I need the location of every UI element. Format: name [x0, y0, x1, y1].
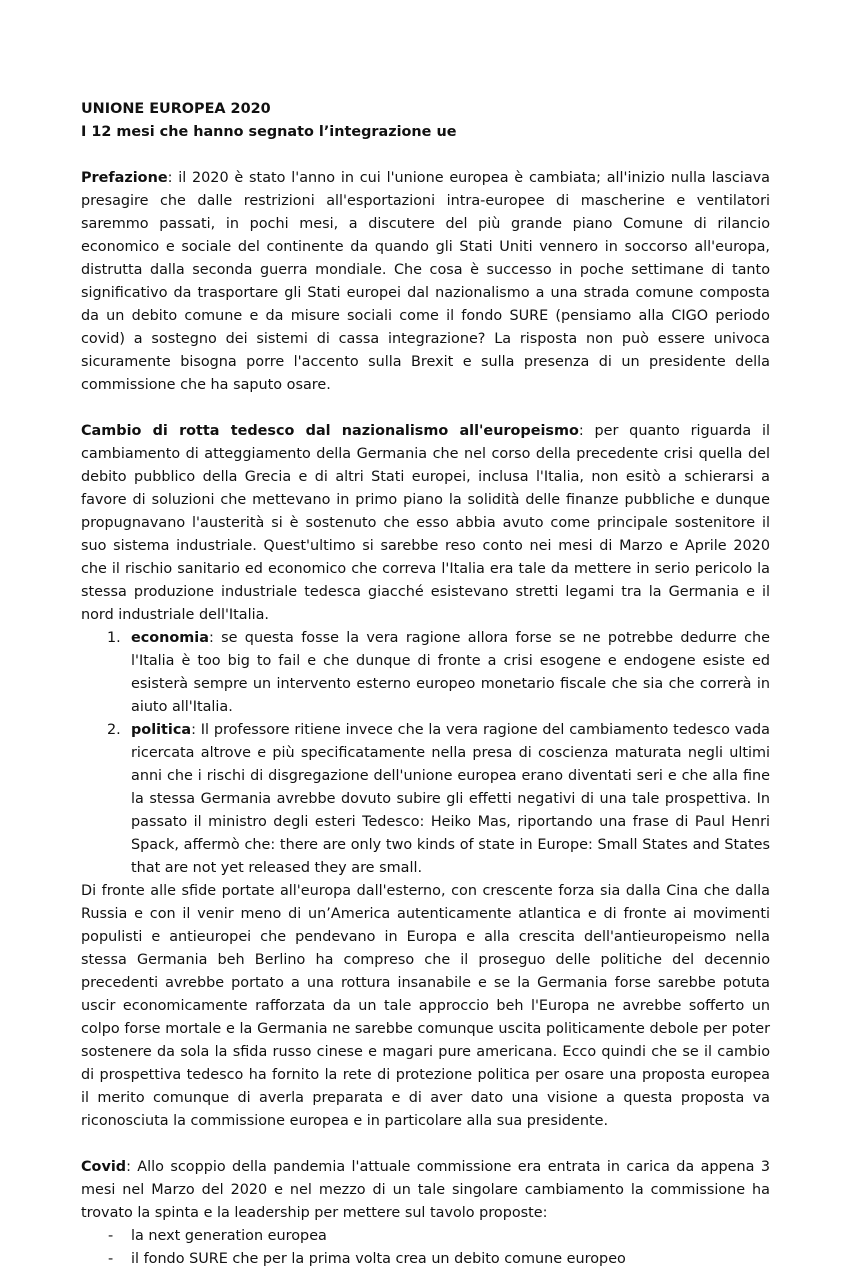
- list-number: 2.: [107, 722, 121, 738]
- list-item: [81, 1225, 770, 1248]
- document-title: UNIONE EUROPEA 2020: [81, 101, 271, 117]
- spacer: [81, 397, 770, 420]
- list-item: [81, 1248, 770, 1271]
- list-dash: -: [108, 1228, 114, 1244]
- cambio-closing-paragraph: Di fronte alle sfide portate all'europa dall'esterno, con crescente forza sia dalla Cina che dalla Russia e con il venir meno di un’America autenticamente atlantica e di fronte ai movimenti populisti e antieuropei che pendevano in Europa e alla crescita dell'antieuropeismo nella stessa Germania beh Berlino ha compreso che il proseguo delle politiche del decennio precedenti avrebbe portato a una rottura insanabile e se la Germania forse sarebbe potuta uscir economicamente rafforzata da un tale approccio beh l'Europa ne avrebbe sofferto un colpo forse mortale e la Germania ne sarebbe comunque uscita politicamente debole per poter sostenere da sola la sfida russo cinese e magari pure americana. Ecco quindi che se il cambio di prospettiva tedesco ha fornito la rete di protezione politica per osare una proposta europea il merito comunque di averla preparata e di aver dato una visione a questa proposta va riconosciuta la commissione europea e in particolare alla sua presidente.: [81, 883, 770, 1129]
- document-subtitle: I 12 mesi che hanno segnato l’integrazione ue: [81, 124, 457, 140]
- dash-list: [81, 1225, 770, 1271]
- prefazione-text: : il 2020 è stato l'anno in cui l'unione europea è cambiata; all'inizio nulla lasciava presagire che dalle restrizioni all'esportazioni intra-europee di mascherine e ventilatori saremmo passati, in pochi mesi, a discutere del più grande piano Comune di rilancio economico e sociale del continente da quando gli Stati Uniti vennero in soccorso all'europa, distrutta dalla seconda guerra mondiale. Che cosa è successo in poche settimane di tanto significativo da trasportare gli Stati europei dal nazionalismo a una strada comune composta da un debito comune e da misure sociali come il fondo SURE (pensiamo alla CIGO periodo covid) a sostegno dei sistemi di cassa integrazione? La risposta non può essere univoca sicuramente bisogna porre l'accento sulla Brexit e sulla presenza di un presidente della commissione che ha saputo osare.: [81, 170, 770, 393]
- list-item-text: il fondo SURE che per la prima volta crea un debito comune europeo: [131, 1251, 626, 1267]
- list-item-text: : se questa fosse la vera ragione allora forse se ne potrebbe dedurre che l'Italia è too big to fail e che dunque di fronte a crisi esogene e endogene esiste ed esisterà sempre un intervento esterno europeo monetario fiscale che sia che correrà in aiuto all'Italia.: [131, 630, 770, 715]
- list-dash: -: [108, 1251, 114, 1267]
- list-item-text: la next generation europea: [131, 1228, 327, 1244]
- spacer: [81, 144, 770, 167]
- list-number: 1.: [107, 630, 121, 646]
- cambio-text: : per quanto riguarda il cambiamento di atteggiamento della Germania che nel corso della precedente crisi quella del debito pubblico della Grecia e di altri Stati europei, inclusa l'Italia, non esitò a schierarsi a favore di soluzioni che mettevano in primo piano la solidità delle finanze pubbliche e dunque propugnavano l'austerità si è sostenuto che esso abbia avuto come principale sostenitore il suo sistema industriale. Quest'ultimo si sarebbe reso conto nei mesi di Marzo e Aprile 2020 che il rischio sanitario ed economico che correva l'Italia era tale da mettere in serio pericolo la stessa produzione industriale tedesca giacché esistevano stretti legami tra la Germania e il nord industriale dell'Italia.: [81, 423, 770, 623]
- prefazione-heading: Prefazione: [81, 170, 168, 186]
- list-item: [81, 719, 770, 880]
- prefazione-paragraph: [81, 167, 770, 397]
- list-item-heading: politica: [131, 722, 192, 738]
- cambio-paragraph: [81, 420, 770, 627]
- list-item: [81, 627, 770, 719]
- cambio-heading: Cambio di rotta tedesco dal nazionalismo all'europeismo: [81, 423, 579, 439]
- numbered-list: [81, 627, 770, 880]
- covid-paragraph: [81, 1156, 770, 1225]
- list-item-heading: economia: [131, 630, 209, 646]
- spacer: [81, 1133, 770, 1156]
- covid-text: : Allo scoppio della pandemia l'attuale commissione era entrata in carica da appena 3 mesi nel Marzo del 2020 e nel mezzo di un tale singolare cambiamento la commissione ha trovato la spinta e la leadership per mettere sul tavolo proposte:: [81, 1159, 770, 1221]
- covid-heading: Covid: [81, 1159, 127, 1175]
- list-item-text: : Il professore ritiene invece che la vera ragione del cambiamento tedesco vada ricercata altrove e più specificatamente nella presa di coscienza maturata negli ultimi anni che i rischi di disgregazione dell'unione europea erano diventati seri e che alla fine la stessa Germania avrebbe dovuto subire gli effetti negativi di una tale prospettiva. In passato il ministro degli esteri Tedesco: Heiko Mas, riportando una frase di Paul Henri Spack, affermò che: there are only two kinds of state in Europe: Small States and States that are not yet released they are small.: [131, 722, 770, 876]
